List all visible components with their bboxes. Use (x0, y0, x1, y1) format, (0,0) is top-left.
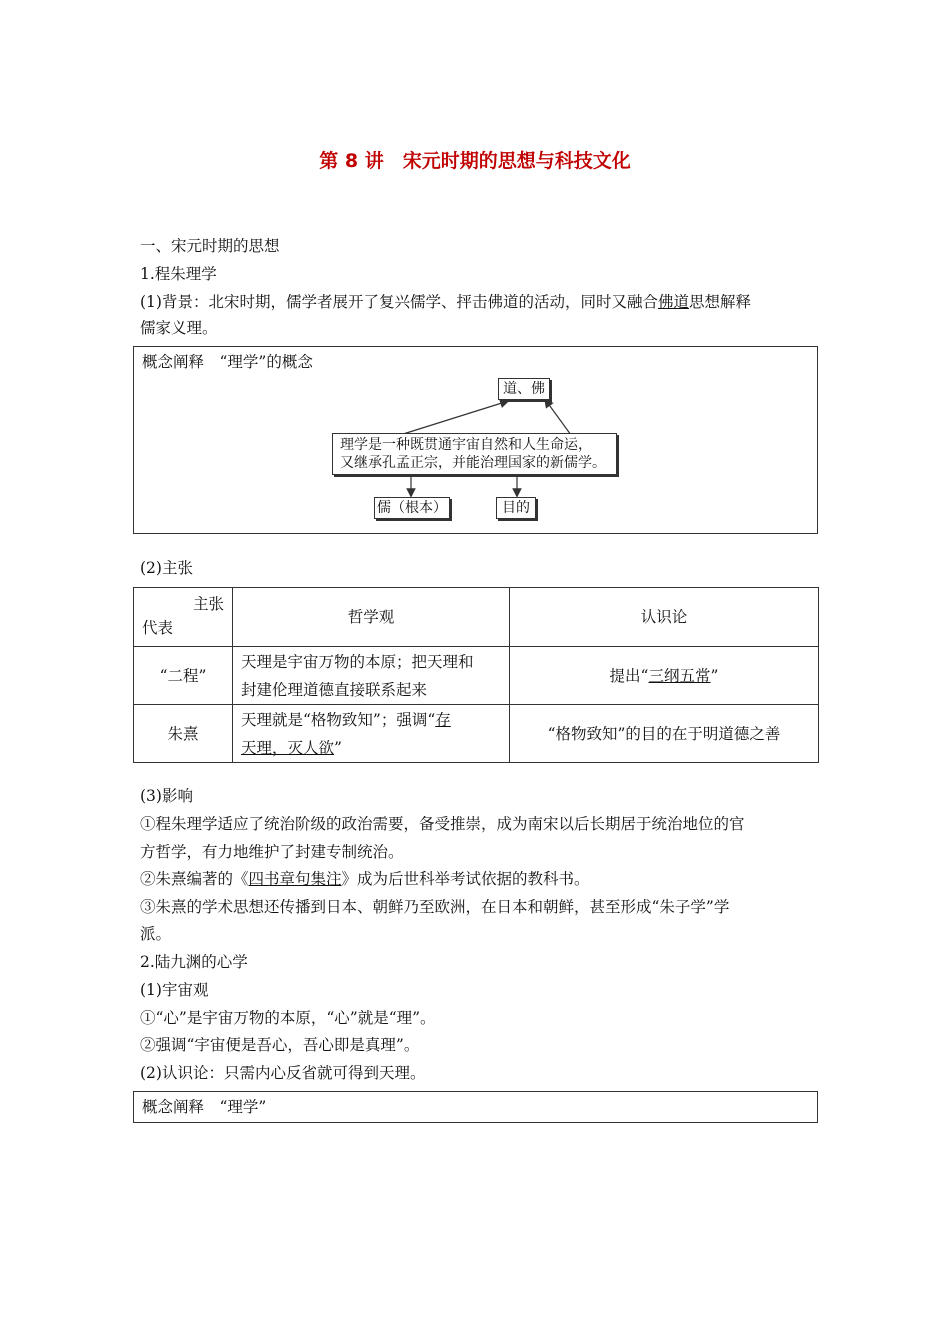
table-header: 认识论 (510, 588, 819, 647)
node-ru-root: 儒（根本） (374, 497, 450, 519)
node-purpose: 目的 (496, 497, 536, 519)
influence-heading: (3)影响 (140, 787, 193, 805)
table-header: 哲学观 (233, 588, 510, 647)
table-row (134, 647, 819, 705)
table-cell-philosophy: 天理就是“格物致知”；强调“存 天理，灭人欲” (233, 705, 510, 763)
table-cell-epistemology: “格物致知”的目的在于明道德之善 (510, 705, 819, 763)
concept-box-2 (133, 1091, 818, 1123)
table-cell-epistemology: 提出“三纲五常” (510, 647, 819, 705)
epistemology-line: (2)认识论：只需内心反省就可得到天理。 (140, 1064, 426, 1082)
concept-box (133, 346, 818, 534)
table-corner-cell: 主张 代表 (134, 588, 233, 647)
node-lixue-definition: 理学是一种既贯通宇宙自然和人生命运， 又继承孔孟正宗，并能治理国家的新儒学。 (332, 433, 617, 475)
claims-heading: (2)主张 (140, 559, 193, 577)
influence-item-2: ②朱熹编著的《四书章句集注》成为后世科举考试依据的教科书。 (140, 870, 590, 888)
concept-box-label: 概念阐释 “理学”的概念 (142, 353, 313, 371)
influence-item-1: ①程朱理学适应了统治阶级的政治需要，备受推崇，成为南宋以后长期居于统治地位的官 (140, 815, 745, 833)
table-cell-name: “二程” (134, 647, 233, 705)
underlined-term: 佛道 (657, 293, 689, 311)
influence-item-1-cont: 方哲学，有力地维护了封建专制统治。 (140, 843, 404, 861)
influence-item-3: ③朱熹的学术思想还传播到日本、朝鲜乃至欧洲，在日本和朝鲜，甚至形成“朱子学”学 (140, 898, 730, 916)
table-cell-name: 朱熹 (134, 705, 233, 763)
table-header-row (134, 588, 819, 647)
concept-box-2-label: 概念阐释 “理学” (142, 1098, 267, 1116)
table-cell-philosophy: 天理是宇宙万物的本原；把天理和 封建伦理道德直接联系起来 (233, 647, 510, 705)
subsection-heading-2: 2.陆九渊的心学 (140, 953, 248, 971)
page-title: 第 8 讲 宋元时期的思想与科技文化 (319, 150, 631, 172)
cosmology-item-2: ②强调“宇宙便是吾心，吾心即是真理”。 (140, 1036, 420, 1054)
background-paragraph: (1)背景：北宋时期，儒学者展开了复兴儒学、抨击佛道的活动，同时又融合佛道思想解释 (140, 293, 751, 311)
claims-table (133, 587, 819, 763)
influence-item-3-cont: 派。 (140, 925, 172, 943)
background-paragraph-cont: 儒家义理。 (140, 319, 218, 337)
table-row (134, 705, 819, 763)
cosmology-heading: (1)宇宙观 (140, 981, 209, 999)
node-dao-fo: 道、佛 (498, 378, 550, 400)
subsection-heading: 1.程朱理学 (140, 265, 217, 283)
section-heading: 一、宋元时期的思想 (140, 237, 280, 255)
cosmology-item-1: ①“心”是宇宙万物的本原，“心”就是“理”。 (140, 1009, 436, 1027)
